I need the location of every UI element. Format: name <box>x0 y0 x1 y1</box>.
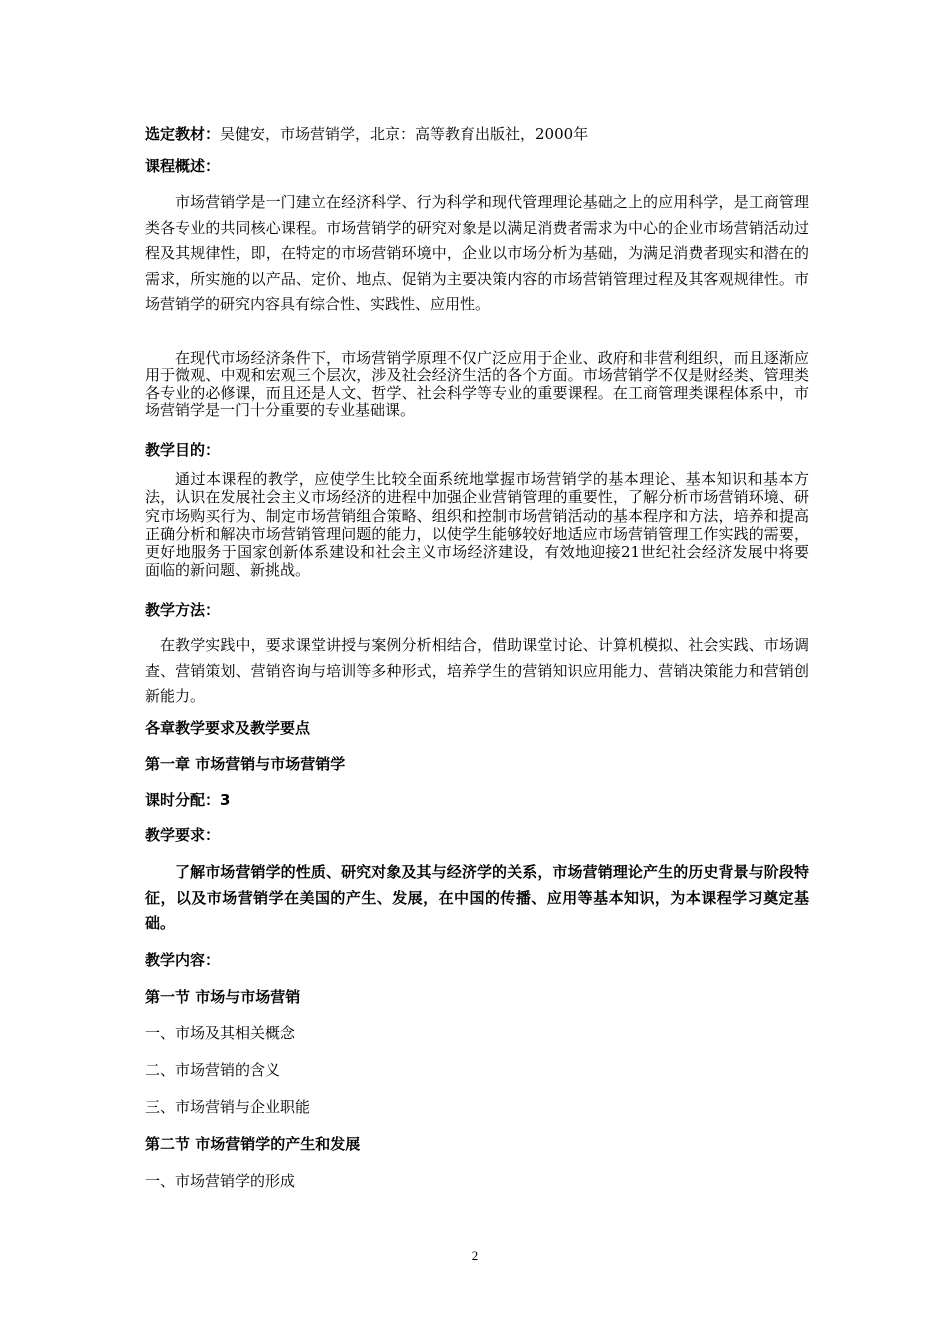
section1-item-1: 一、市场及其相关概念 <box>145 1024 296 1042</box>
objectives-heading: 教学目的： <box>145 441 221 459</box>
chapter1-requirements-heading: 教学要求： <box>145 826 221 844</box>
textbook-value: 吴健安，市场营销学，北京：高等教育出版社，2000年 <box>220 125 589 143</box>
section2-item-1: 一、市场营销学的形成 <box>145 1172 296 1190</box>
page-number: 2 <box>471 1248 479 1263</box>
section2-title: 第二节 市场营销学的产生和发展 <box>145 1135 361 1153</box>
chapter1-hours: 课时分配：3 <box>145 791 231 809</box>
methods-heading: 教学方法： <box>145 601 221 619</box>
overview-heading: 课程概述： <box>145 157 221 175</box>
chapters-heading: 各章教学要求及教学要点 <box>145 719 311 737</box>
overview-paragraph-2: 在现代市场经济条件下，市场营销学原理不仅广泛应用于企业、政府和非营利组织，而且逐渐应用于微观、中观和宏观三个层次，涉及社会经济生活的各个方面。市场营销学不仅是财经类、管理类各专业的必修课，而且还是人文、哲学、社会科学等专业的重要课程。在工商管理类课程体系中，市场营销学是一门十分重要的专业基础课。 <box>145 349 809 420</box>
methods-paragraph: 在教学实践中，要求课堂讲授与案例分析相结合，借助课堂讨论、计算机模拟、社会实践、市场调查、营销策划、营销咨询与培训等多种形式，培养学生的营销知识应用能力、营销决策能力和营销创新能力。 <box>145 636 809 705</box>
textbook-line <box>145 124 588 145</box>
section1-item-3: 三、市场营销与企业职能 <box>145 1098 311 1116</box>
section1-item-2: 二、市场营销的含义 <box>145 1061 281 1079</box>
section1-title: 第一节 市场与市场营销 <box>145 988 301 1006</box>
chapter1-content-heading: 教学内容： <box>145 951 221 969</box>
objectives-paragraph: 通过本课程的教学，应使学生比较全面系统地掌握市场营销学的基本理论、基本知识和基本方法，认识在发展社会主义市场经济的进程中加强企业营销管理的重要性，了解分析市场营销环境、研究市场购买行为、制定市场营销组合策略、组织和控制市场营销活动的基本程序和方法，培养和提高正确分析和解决市场营销管理问题的能力，以使学生能够较好地适应市场营销管理工作实践的需要，更好地服务于国家创新体系建设和社会主义市场经济建设，有效地迎接21世纪社会经济发展中将要面临的新问题、新挑战。 <box>145 470 809 580</box>
chapter1-requirements: 了解市场营销学的性质、研究对象及其与经济学的关系，市场营销理论产生的历史背景与阶段特征，以及市场营销学在美国的产生、发展，在中国的传播、应用等基本知识，为本课程学习奠定基础。 <box>145 863 809 932</box>
chapter1-title: 第一章 市场营销与市场营销学 <box>145 755 346 773</box>
overview-paragraph-1: 市场营销学是一门建立在经济科学、行为科学和现代管理理论基础之上的应用科学，是工商管理类各专业的共同核心课程。市场营销学的研究对象是以满足消费者需求为中心的企业市场营销活动过程及其规律性，即，在特定的市场营销环境中，企业以市场分析为基础，为满足消费者现实和潜在的需求，所实施的以产品、定价、地点、促销为主要决策内容的市场营销管理过程及其客观规律性。市场营销学的研究内容具有综合性、实践性、应用性。 <box>145 193 809 313</box>
textbook-label: 选定教材： <box>145 125 221 143</box>
